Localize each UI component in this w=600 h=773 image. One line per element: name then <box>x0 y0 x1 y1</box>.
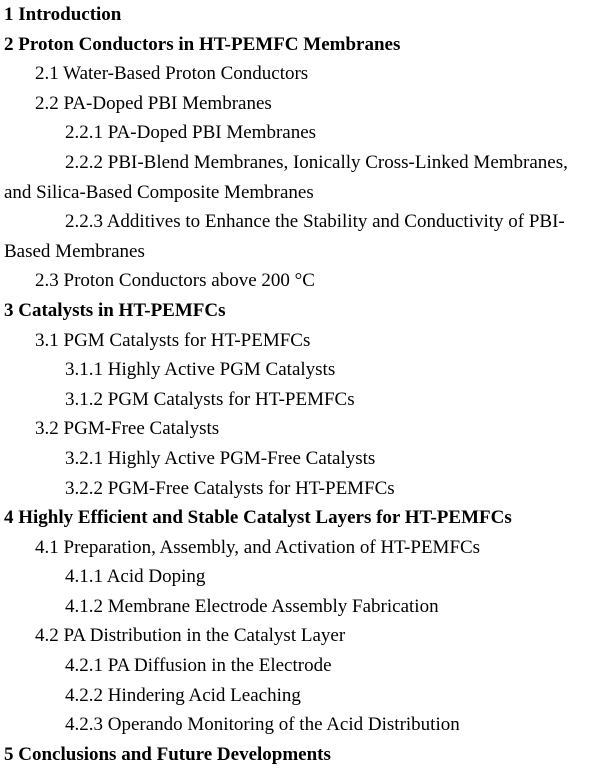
toc-entry-3-1-2: 3.1.2 PGM Catalysts for HT-PEMFCs <box>65 388 355 410</box>
toc-entry-4-1-2: 4.1.2 Membrane Electrode Assembly Fabrication <box>65 595 439 617</box>
toc-entry-2-3: 2.3 Proton Conductors above 200 °C <box>35 270 315 292</box>
toc-entry-2-2: 2.2 PA-Doped PBI Membranes <box>35 92 272 114</box>
toc-entry-4: 4 Highly Efficient and Stable Catalyst Layers for HT-PEMFCs <box>4 507 512 529</box>
toc-entry-4-2-2: 4.2.2 Hindering Acid Leaching <box>65 684 301 706</box>
toc-entry-2-2-1: 2.2.1 PA-Doped PBI Membranes <box>65 122 317 144</box>
toc-entry-4-1-1: 4.1.1 Acid Doping <box>65 566 206 588</box>
toc-entry-4-2-1: 4.2.1 PA Diffusion in the Electrode <box>65 655 332 677</box>
toc-entry-5: 5 Conclusions and Future Developments <box>4 743 331 765</box>
toc-entry-3: 3 Catalysts in HT-PEMFCs <box>4 299 226 321</box>
toc-entry-4-2: 4.2 PA Distribution in the Catalyst Layer <box>35 625 346 647</box>
toc-entry-3-1: 3.1 PGM Catalysts for HT-PEMFCs <box>35 329 311 351</box>
toc-entry-3-2: 3.2 PGM-Free Catalysts <box>35 418 220 440</box>
toc-entry-2-2-2: 2.2.2 PBI-Blend Membranes, Ionically Cross-Linked Membranes, and Silica-Based Composite Membranes <box>4 151 568 203</box>
toc-entry-1: 1 Introduction <box>4 4 122 25</box>
toc-entry-2: 2 Proton Conductors in HT-PEMFC Membranes <box>4 33 401 55</box>
toc-entry-3-2-2: 3.2.2 PGM-Free Catalysts for HT-PEMFCs <box>65 477 395 499</box>
toc-entry-2-1: 2.1 Water-Based Proton Conductors <box>35 63 309 85</box>
toc-entry-3-2-1: 3.2.1 Highly Active PGM-Free Catalysts <box>65 447 376 469</box>
toc-entry-2-2-3: 2.2.3 Additives to Enhance the Stability and Conductivity of PBI-Based Membranes <box>4 211 565 262</box>
toc-entry-4-2-3: 4.2.3 Operando Monitoring of the Acid Distribution <box>65 714 460 736</box>
toc-entry-3-1-1: 3.1.1 Highly Active PGM Catalysts <box>65 359 336 381</box>
toc-entry-4-1: 4.1 Preparation, Assembly, and Activation of HT-PEMFCs <box>35 536 481 558</box>
